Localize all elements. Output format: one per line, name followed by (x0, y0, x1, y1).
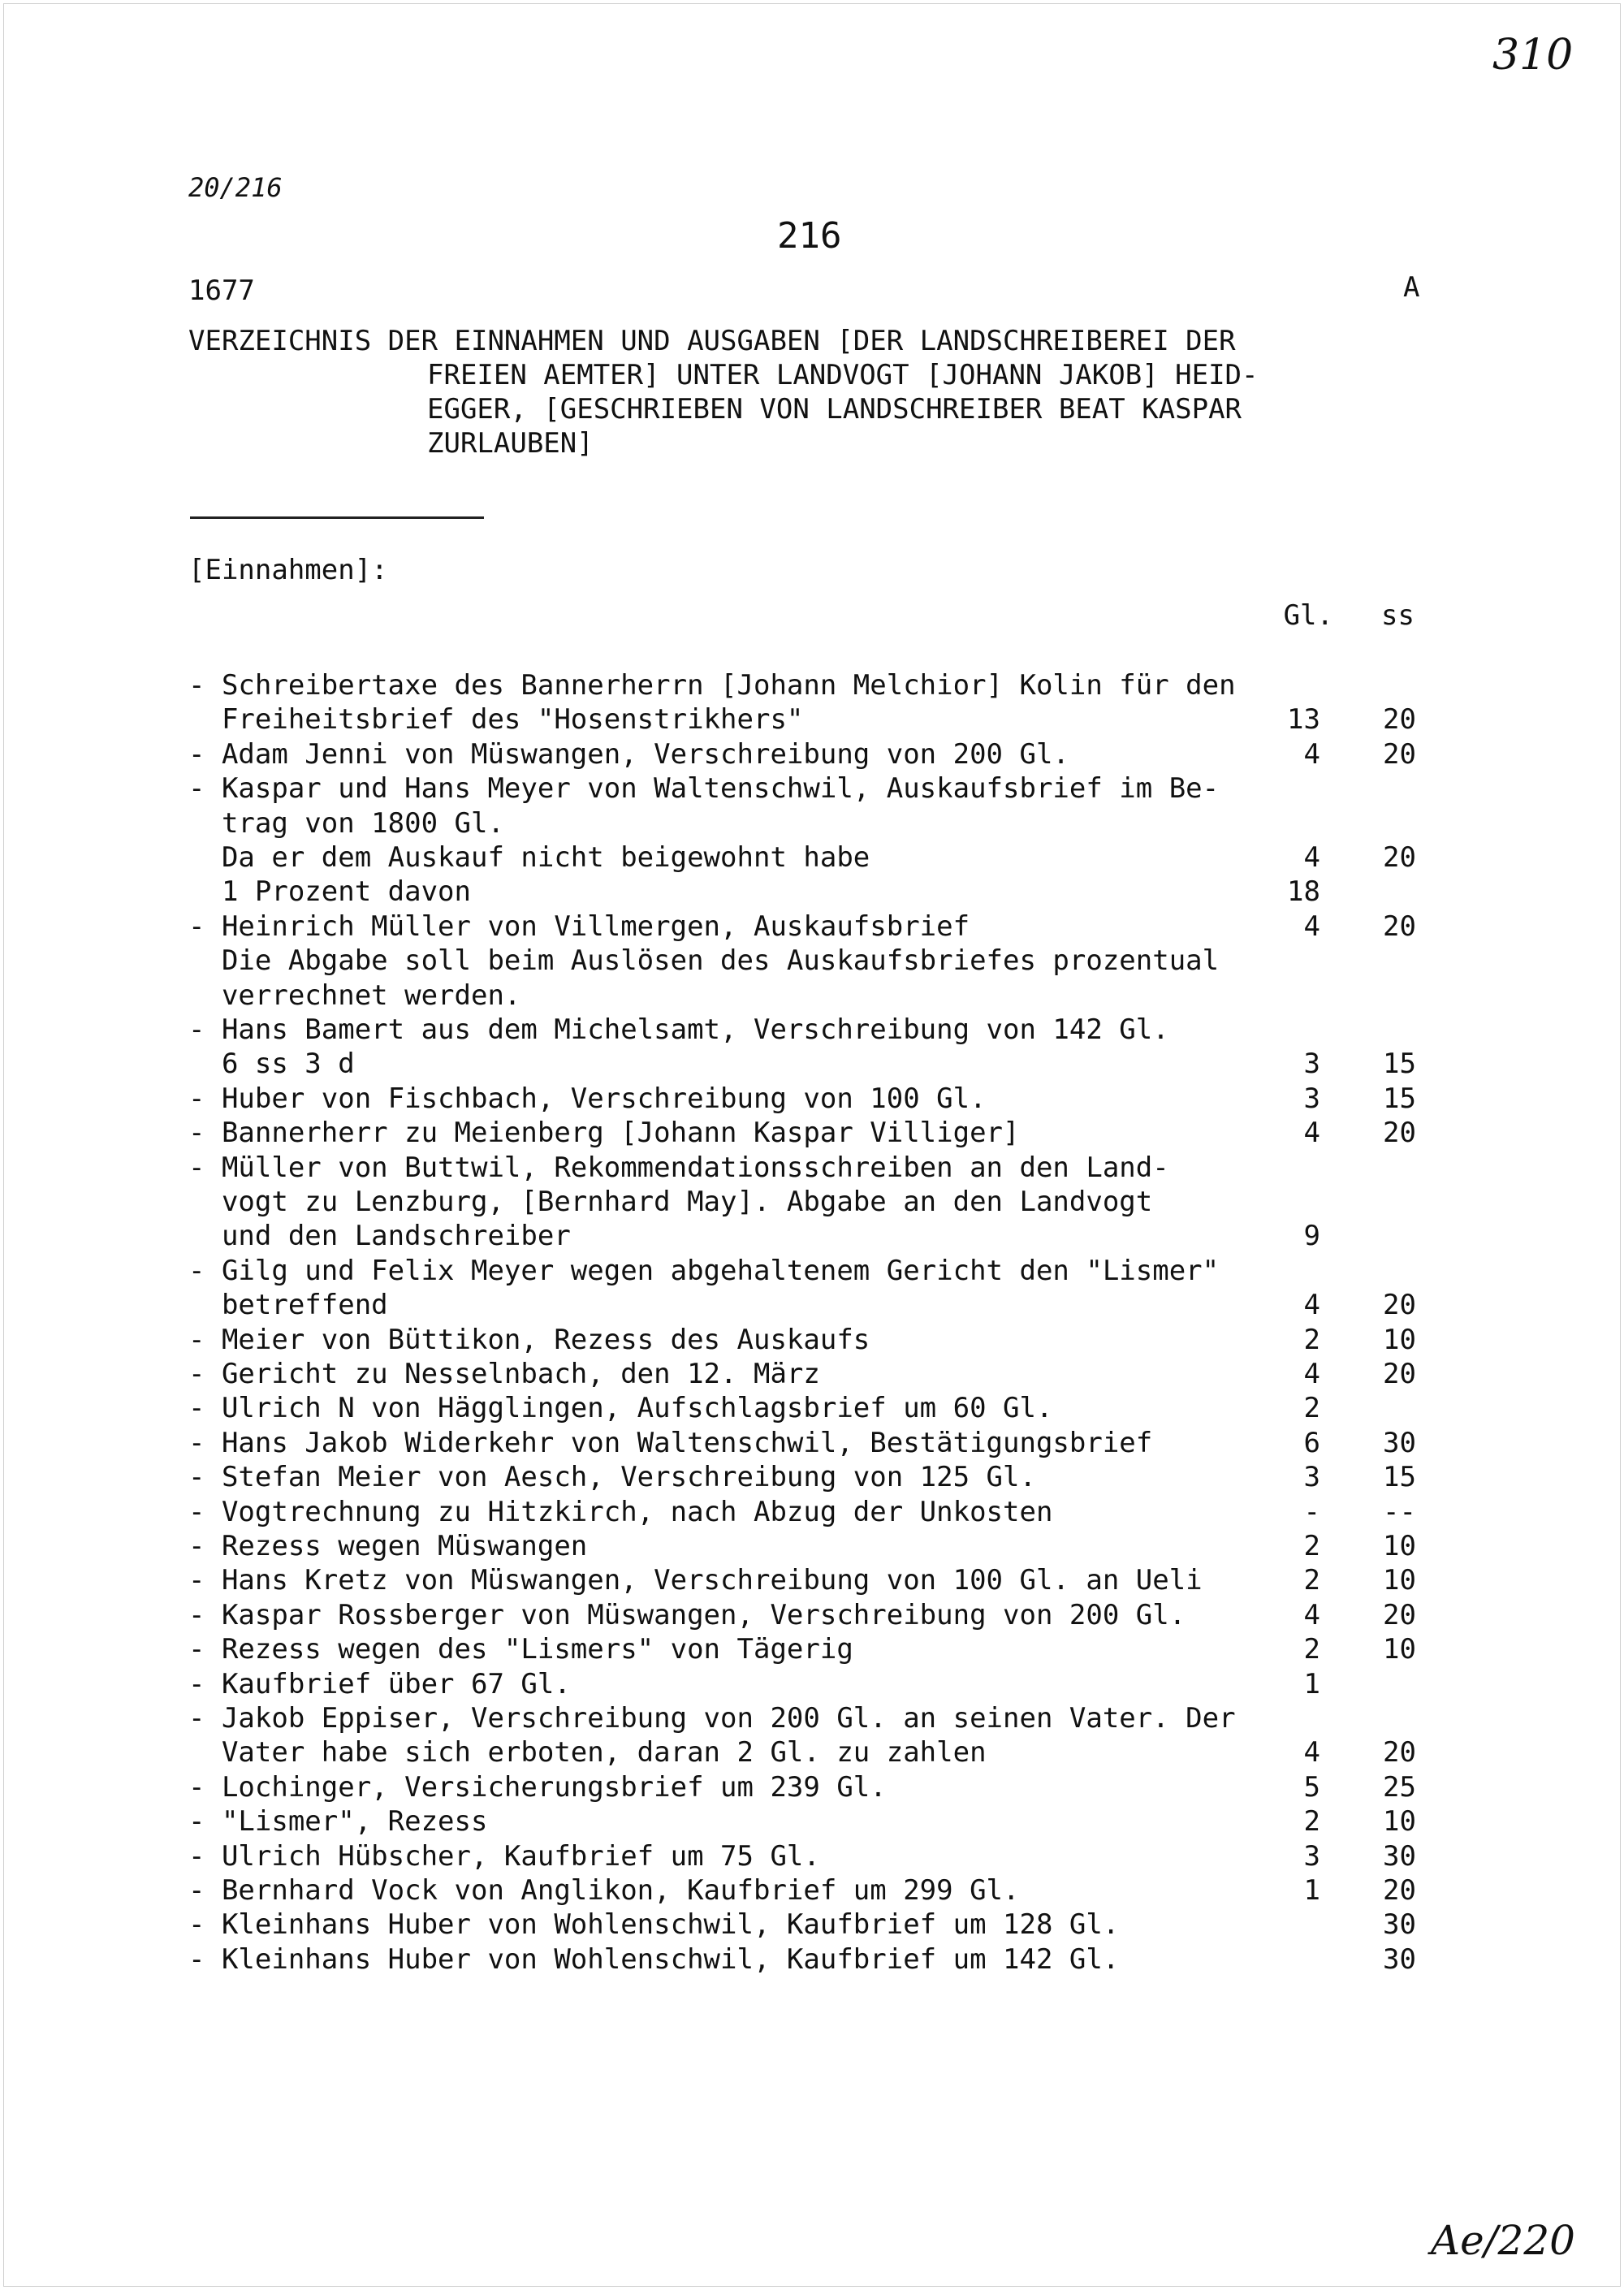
amount-gl: 4 (1303, 910, 1320, 943)
entry-text: 6 ss 3 d (188, 1048, 355, 1081)
year: 1677 (188, 274, 255, 307)
entry-text: - Hans Jakob Widerkehr von Waltenschwil, Bestätigungsbrief (188, 1426, 1153, 1459)
ledger-line (188, 1048, 1439, 1082)
ledger-line (188, 1530, 1439, 1564)
entry-text: verrechnet werden. (188, 979, 521, 1012)
amount-gl: 1 (1303, 1667, 1320, 1700)
ledger-line (188, 1668, 1439, 1702)
ledger-line (188, 1220, 1439, 1254)
entry-text: - Kaspar und Hans Meyer von Waltenschwil, Auskaufsbrief im Be- (188, 772, 1220, 806)
ledger-line (188, 875, 1439, 910)
entry-text: - Bannerherr zu Meienberg [Johann Kaspar Villiger] (188, 1117, 1020, 1150)
entry-text: - Heinrich Müller von Villmergen, Auskaufsbrief (188, 910, 970, 943)
ledger-line (188, 1427, 1439, 1461)
amount-gl: 13 (1287, 703, 1320, 737)
ledger-line (188, 1392, 1439, 1426)
archive-footer-mark: Ae/220 (1431, 2217, 1575, 2264)
reference-number: 20/216 (188, 172, 283, 203)
amount-gl: 2 (1303, 1633, 1320, 1666)
amount-ss: 10 (1383, 1530, 1416, 1562)
entry-text: - Müller von Buttwil, Rekommendationsschreiben an den Land- (188, 1151, 1169, 1184)
ledger-line (188, 1117, 1439, 1151)
amount-gl: 6 (1303, 1426, 1320, 1459)
page-number: 216 (777, 215, 842, 257)
entry-text: Freiheitsbrief des "Hosenstrikhers" (188, 703, 804, 737)
amount-ss: 10 (1383, 1323, 1416, 1356)
ledger-line (188, 1289, 1439, 1323)
amount-ss: 20 (1383, 703, 1416, 737)
entry-text: - Rezess wegen Müswangen (188, 1530, 588, 1562)
entry-text: - Kaufbrief über 67 Gl. (188, 1667, 571, 1700)
amount-ss: 15 (1383, 1048, 1416, 1081)
entry-text: trag von 1800 Gl. (188, 806, 504, 840)
amount-ss: 30 (1383, 1839, 1416, 1873)
entry-text: - Gilg und Felix Meyer wegen abgehaltenem Gericht den "Lismer" (188, 1254, 1220, 1287)
entry-text: Vater habe sich erboten, daran 2 Gl. zu zahlen (188, 1736, 987, 1769)
ledger-line (188, 703, 1439, 737)
amount-gl: 2 (1303, 1564, 1320, 1597)
amount-gl: 2 (1303, 1805, 1320, 1838)
entry-text: - Kleinhans Huber von Wohlenschwil, Kaufbrief um 142 Gl. (188, 1942, 1120, 1976)
ledger-line (188, 1255, 1439, 1289)
ledger-line (188, 1496, 1439, 1530)
amount-gl: 18 (1287, 875, 1320, 909)
ledger-line (188, 1874, 1439, 1908)
amount-ss: 15 (1383, 1461, 1416, 1494)
amount-gl: 4 (1303, 841, 1320, 874)
amount-gl: 4 (1303, 1117, 1320, 1150)
entry-text: - Hans Kretz von Müswangen, Verschreibung von 100 Gl. an Ueli (188, 1564, 1203, 1597)
ledger-line (188, 1082, 1439, 1117)
amount-ss: 10 (1383, 1805, 1416, 1838)
ledger-line (188, 1805, 1439, 1839)
title-line: VERZEICHNIS DER EINNAHMEN UND AUSGABEN [DER LANDSCHREIBEREI DER (188, 325, 1236, 357)
amount-gl: 4 (1303, 737, 1320, 771)
ledger-line (188, 1908, 1439, 1942)
amount-ss: 20 (1383, 910, 1416, 943)
entry-text: - Jakob Eppiser, Verschreibung von 200 Gl. an seinen Vater. Der (188, 1702, 1236, 1735)
ledger-line (188, 1186, 1439, 1220)
entry-text: - Stefan Meier von Aesch, Verschreibung von 125 Gl. (188, 1461, 1036, 1494)
ledger-line (188, 1599, 1439, 1633)
amount-ss: -- (1383, 1495, 1416, 1528)
title-line: FREIEN AEMTER] UNTER LANDVOGT [JOHANN JAKOB] HEID- (427, 359, 1259, 391)
amount-ss: 10 (1383, 1564, 1416, 1597)
amount-ss: 10 (1383, 1633, 1416, 1666)
entry-text: - Schreibertaxe des Bannerherrn [Johann Melchior] Kolin für den (188, 669, 1236, 702)
entry-text: - Lochinger, Versicherungsbrief um 239 Gl. (188, 1770, 887, 1804)
entry-text: - Ulrich Hübscher, Kaufbrief um 75 Gl. (188, 1839, 820, 1873)
column-header-gl: Gl. (1283, 599, 1333, 632)
amount-gl: 4 (1303, 1358, 1320, 1390)
entry-text: - Meier von Büttikon, Rezess des Auskaufs (188, 1323, 870, 1356)
ledger-line (188, 979, 1439, 1013)
ledger-line (188, 1013, 1439, 1048)
ledger-line (188, 807, 1439, 841)
entry-text: - Kaspar Rossberger von Müswangen, Verschreibung von 200 Gl. (188, 1598, 1186, 1631)
ledger-line (188, 772, 1439, 806)
amount-gl: 9 (1303, 1220, 1320, 1253)
section-heading: [Einnahmen]: (188, 554, 388, 586)
amount-gl: - (1303, 1495, 1320, 1528)
amount-gl: 2 (1303, 1530, 1320, 1562)
ledger-line (188, 1943, 1439, 1977)
entry-text: - Vogtrechnung zu Hitzkirch, nach Abzug der Unkosten (188, 1495, 1053, 1528)
amount-ss: 30 (1383, 1908, 1416, 1942)
entry-text: Da er dem Auskauf nicht beigewohnt habe (188, 841, 870, 874)
ledger-line (188, 1151, 1439, 1186)
ledger-line (188, 1633, 1439, 1667)
entry-text: vogt zu Lenzburg, [Bernhard May]. Abgabe an den Landvogt (188, 1186, 1153, 1218)
entry-text: - Kleinhans Huber von Wohlenschwil, Kaufbrief um 128 Gl. (188, 1908, 1120, 1942)
amount-ss: 20 (1383, 737, 1416, 771)
entry-text: betreffend (188, 1289, 388, 1322)
ledger-line (188, 1702, 1439, 1736)
amount-ss: 15 (1383, 1082, 1416, 1115)
entry-text: 1 Prozent davon (188, 875, 471, 909)
ledger-line (188, 1771, 1439, 1805)
column-header-ss: ss (1381, 599, 1415, 632)
amount-ss: 20 (1383, 1736, 1416, 1769)
entry-text: - Hans Bamert aus dem Michelsamt, Verschreibung von 142 Gl. (188, 1013, 1169, 1046)
amount-ss: 25 (1383, 1770, 1416, 1804)
entry-text: Die Abgabe soll beim Auslösen des Auskaufsbriefes prozentual (188, 944, 1220, 978)
amount-gl: 1 (1303, 1874, 1320, 1907)
title-line: EGGER, [GESCHRIEBEN VON LANDSCHREIBER BEAT KASPAR (427, 393, 1242, 426)
entry-text: - "Lismer", Rezess (188, 1805, 488, 1838)
entry-text: - Adam Jenni von Müswangen, Verschreibung von 200 Gl. (188, 737, 1069, 771)
amount-gl: 3 (1303, 1048, 1320, 1081)
amount-ss: 20 (1383, 841, 1416, 874)
ledger-line (188, 1564, 1439, 1598)
amount-ss: 30 (1383, 1426, 1416, 1459)
ledger-line (188, 944, 1439, 979)
amount-ss: 20 (1383, 1598, 1416, 1631)
ledger-line (188, 841, 1439, 875)
amount-gl: 5 (1303, 1770, 1320, 1804)
amount-gl: 3 (1303, 1461, 1320, 1494)
ledger-line (188, 1840, 1439, 1874)
section-marker: A (1403, 271, 1420, 304)
amount-gl: 3 (1303, 1839, 1320, 1873)
entry-text: - Ulrich N von Hägglingen, Aufschlagsbrief um 60 Gl. (188, 1392, 1053, 1425)
archive-number: 310 (1492, 31, 1574, 80)
ledger-line (188, 1324, 1439, 1358)
ledger-line (188, 1461, 1439, 1495)
ledger-list (188, 669, 1439, 1985)
entry-text: - Rezess wegen des "Lismers" von Tägerig (188, 1633, 853, 1666)
ledger-line (188, 910, 1439, 944)
ledger-line (188, 738, 1439, 772)
amount-ss: 20 (1383, 1874, 1416, 1907)
amount-ss: 20 (1383, 1358, 1416, 1390)
amount-ss: 20 (1383, 1117, 1416, 1150)
amount-gl: 2 (1303, 1323, 1320, 1356)
entry-text: - Bernhard Vock von Anglikon, Kaufbrief um 299 Gl. (188, 1874, 1020, 1907)
entry-text: - Gericht zu Nesselnbach, den 12. März (188, 1358, 820, 1390)
amount-gl: 4 (1303, 1289, 1320, 1322)
amount-ss: 30 (1383, 1942, 1416, 1976)
amount-gl: 3 (1303, 1082, 1320, 1115)
amount-gl: 2 (1303, 1392, 1320, 1425)
amount-gl: 4 (1303, 1598, 1320, 1631)
ledger-line (188, 669, 1439, 703)
separator-rule (190, 516, 484, 519)
ledger-line (188, 1358, 1439, 1392)
entry-text: und den Landschreiber (188, 1220, 571, 1253)
ledger-line (188, 1736, 1439, 1770)
amount-gl: 4 (1303, 1736, 1320, 1769)
amount-ss: 20 (1383, 1289, 1416, 1322)
entry-text: - Huber von Fischbach, Verschreibung von 100 Gl. (188, 1082, 987, 1115)
title-line: ZURLAUBEN] (427, 427, 594, 460)
